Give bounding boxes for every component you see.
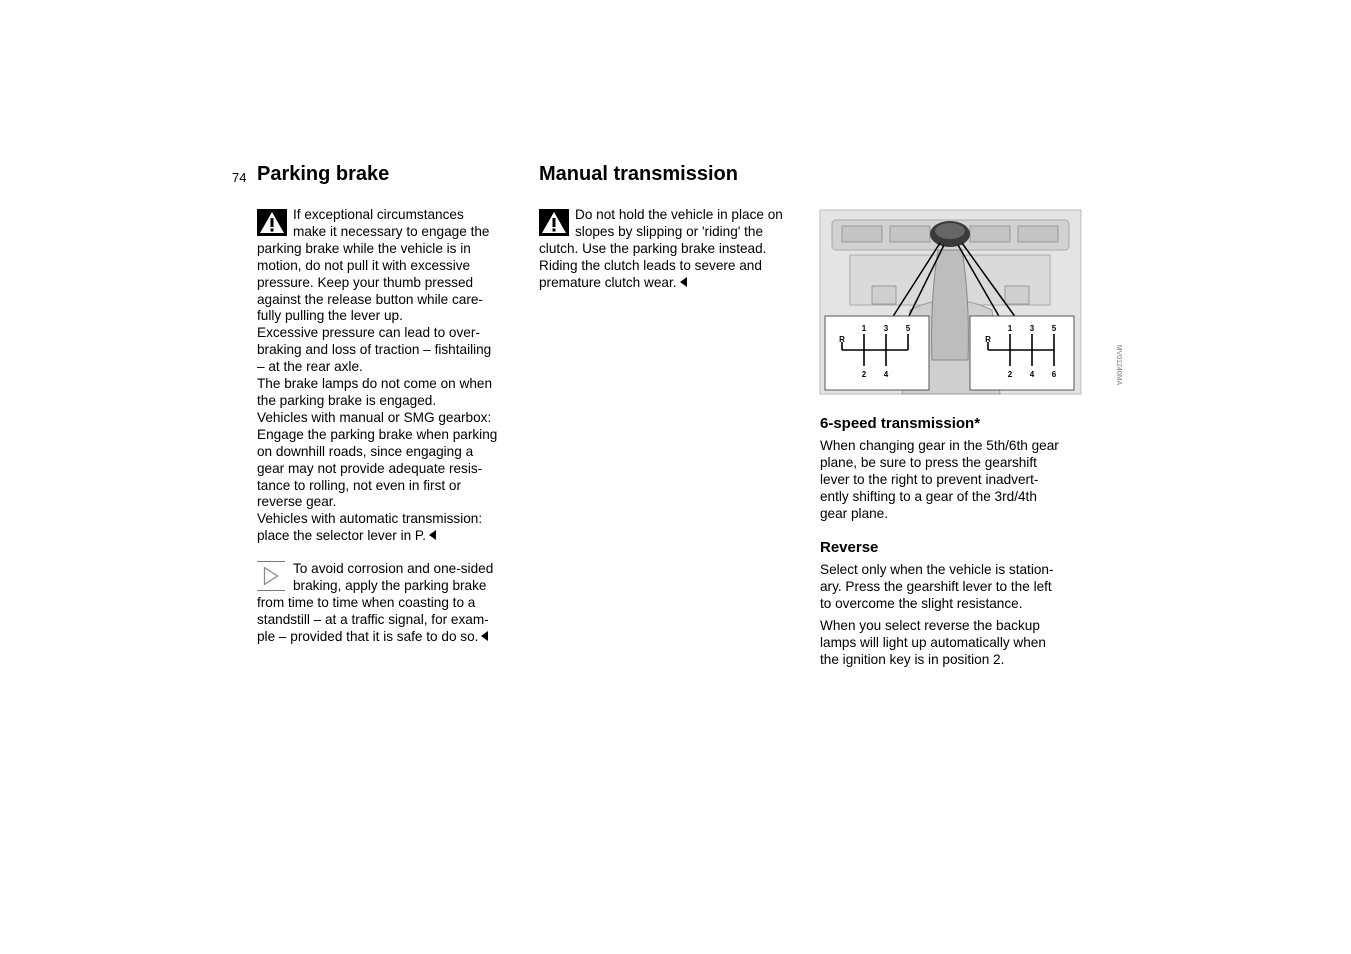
- warning-icon: [257, 209, 287, 236]
- parking-brake-note-text: To avoid corrosion and one-sided braking, apply the parking brake from time to time when coasting to a standstill – at a traffic signal, for exam- ple – provided that it is safe to do so.: [257, 561, 494, 644]
- six-speed-text: When changing gear in the 5th/6th gear plane, be sure to press the gearshift lever to the right to prevent inadvert- ently shifting to a gear of the 3rd/4th gear plane.: [820, 438, 1059, 521]
- svg-text:4: 4: [883, 370, 889, 379]
- parking-brake-title: Parking brake: [257, 163, 390, 185]
- manual-transmission-warning: [539, 207, 811, 292]
- svg-text:1: 1: [861, 324, 867, 333]
- svg-text:5: 5: [1051, 324, 1057, 333]
- note-arrow-icon: [257, 561, 285, 591]
- parking-brake-warning: [257, 207, 532, 545]
- page-number: 74: [232, 170, 247, 185]
- warning-icon: [539, 209, 569, 236]
- svg-text:3: 3: [1029, 324, 1035, 333]
- reverse-text-1: Select only when the vehicle is station- ary. Press the gearshift lever to the left to overcome the slight resistance.: [820, 562, 1054, 611]
- manual-transmission-title: Manual transmission: [539, 163, 738, 185]
- svg-text:6: 6: [1051, 370, 1057, 379]
- end-mark-icon: [680, 277, 687, 287]
- six-speed-heading: 6-speed transmission*: [820, 415, 981, 432]
- parking-brake-warning-text: If exceptional circumstances make it necessary to engage the parking brake while the vehicle is in motion, do not pull it with excessive pressure. Keep your thumb pressed against the release button while care- fully pulling the lever up. Excessive pressure can lead to over- braking and loss of traction – fishtailing – at the rear axle. The brake lamps do not come on when the parking brake is engaged. Vehicles with manual or SMG gearbox: Engage the parking brake when parking on downhill roads, since engaging a gear may not provide adequate resis- tance to rolling, not even in first or reverse gear. Vehicles with automatic transmission: place the selector lever in P.: [257, 207, 498, 544]
- parking-brake-note: [257, 561, 532, 646]
- svg-text:5: 5: [905, 324, 911, 333]
- svg-text:3: 3: [883, 324, 889, 333]
- svg-text:2: 2: [861, 370, 867, 379]
- gearshift-illustration: [820, 210, 1122, 394]
- end-mark-icon: [481, 631, 488, 641]
- svg-text:R: R: [985, 335, 991, 344]
- end-mark-icon: [429, 530, 436, 540]
- svg-text:R: R: [839, 335, 845, 344]
- manual-transmission-warning-text: Do not hold the vehicle in place on slopes by slipping or 'riding' the clutch. Use the parking brake instead. Riding the clutch leads to severe and premature clutch wear.: [539, 207, 783, 290]
- reverse-heading: Reverse: [820, 539, 879, 556]
- svg-text:4: 4: [1029, 370, 1035, 379]
- reverse-text-2: When you select reverse the backup lamps will light up automatically when the ignition key is in position 2.: [820, 618, 1046, 667]
- svg-text:1: 1: [1007, 324, 1013, 333]
- figure-code: MV01240MA: [1115, 344, 1122, 386]
- svg-text:2: 2: [1007, 370, 1013, 379]
